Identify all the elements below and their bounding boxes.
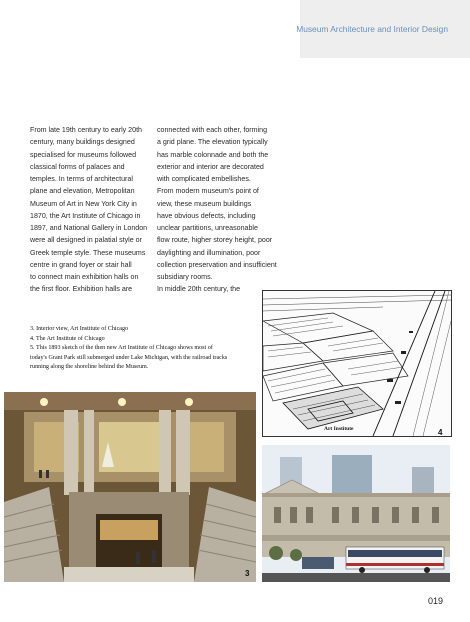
page-number: 019 xyxy=(428,596,444,606)
text-line: Museum of Art in New York City in xyxy=(30,199,137,208)
text-line: connected with each other, forming xyxy=(157,126,268,134)
text-line: have obvious defects, including xyxy=(157,211,256,220)
figure-captions xyxy=(30,325,250,373)
caption-4: 4. The Art Institute of Chicago xyxy=(30,335,105,342)
exterior-drawing xyxy=(262,445,450,582)
text-line: Greek temple style. These museums xyxy=(30,248,146,257)
text-line: From modern museum's point of xyxy=(157,187,259,196)
text-line: were all designed in palatial style or xyxy=(30,236,142,245)
text-line: plane and elevation, Metropolitan xyxy=(30,187,135,196)
body-column-right xyxy=(157,124,282,296)
text-line: a grid plane. The elevation typically xyxy=(157,138,268,147)
text-line: temples. In terms of architectural xyxy=(30,175,133,183)
exterior-photo xyxy=(262,445,450,582)
sketch-label: Art Institute xyxy=(324,426,354,432)
caption-5-line: 5. This 1893 sketch of the then new Art Institute of Chicago shows most of xyxy=(30,345,213,351)
text-line: the first floor. Exhibition halls are xyxy=(30,285,133,294)
figure-number-3: 3 xyxy=(245,569,250,578)
text-line: century, many buildings designed xyxy=(30,138,135,147)
running-title: Museum Architecture and Interior Design xyxy=(296,24,448,34)
text-line: to connect main exhibition halls on xyxy=(30,273,139,281)
text-line: daylighting and illumination, poor xyxy=(157,248,261,257)
sketch-drawing xyxy=(263,291,451,436)
caption-5-line: running along the shoreline behind the Museum. xyxy=(30,364,149,370)
text-line: subsidiary rooms. xyxy=(157,273,213,281)
text-line: has marble colonnade and both the xyxy=(157,150,269,159)
caption-5-line: today's Grant Park still submerged under Lake Michigan, with the railroad tracks xyxy=(30,354,228,361)
text-line: From late 19th century to early 20th xyxy=(30,126,142,134)
text-line: 1897, and National Gallery in London xyxy=(30,224,148,232)
text-line: centre in grand foyer or stair hall xyxy=(30,260,132,269)
interior-photo xyxy=(4,392,256,582)
sketch-figure xyxy=(262,290,452,437)
caption-3: 3. Interior view, Art Institute of Chicago xyxy=(30,326,129,332)
text-line: with complicated embellishes. xyxy=(157,175,251,183)
text-line: exterior and interior are decorated xyxy=(157,162,264,171)
figure-number-4: 4 xyxy=(438,428,443,437)
text-line: flow route, higher storey height, poor xyxy=(157,236,273,245)
text-line: collection preservation and insufficient xyxy=(157,260,277,269)
interior-drawing xyxy=(4,392,256,582)
text-line: In middle 20th century, the xyxy=(157,285,241,294)
text-line: view, these museum buildings xyxy=(157,199,252,208)
text-line: specialised for museums followed xyxy=(30,150,137,159)
text-line: unclear partitions, unreasonable xyxy=(157,224,258,232)
text-line: 1870, the Art Institute of Chicago in xyxy=(30,211,141,220)
body-column-left xyxy=(30,124,146,296)
text-line: classical forms of palaces and xyxy=(30,162,125,171)
